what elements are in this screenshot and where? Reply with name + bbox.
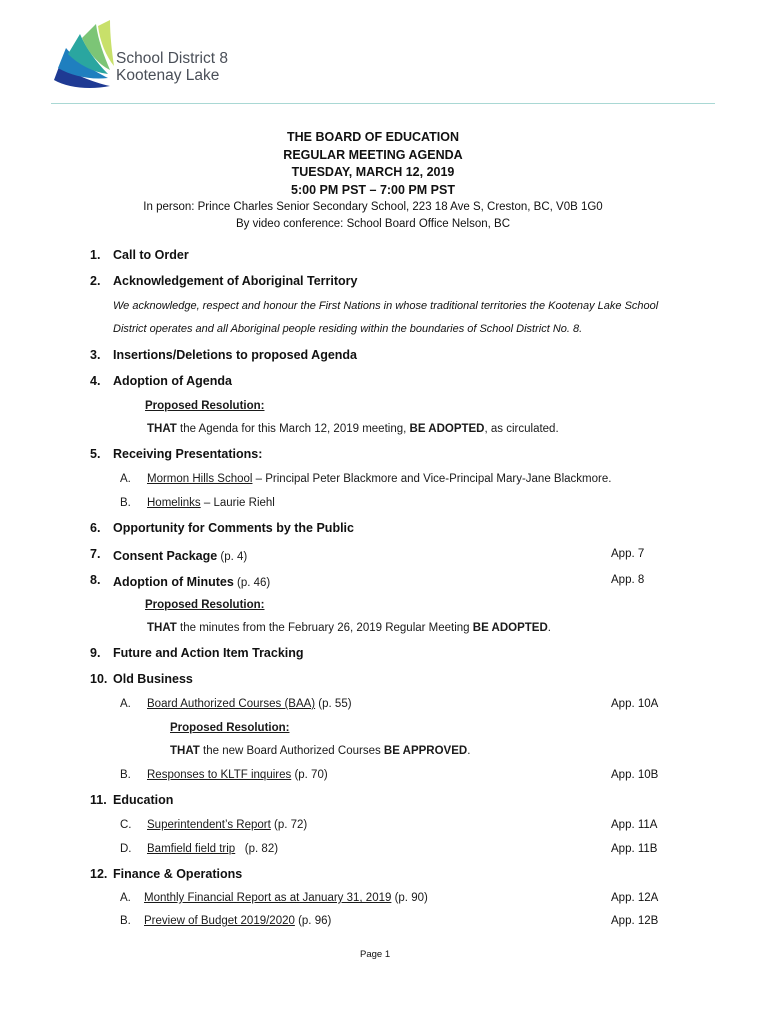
item-page-ref: (p. 90) xyxy=(391,892,428,904)
proposed-resolution-label: Proposed Resolution: xyxy=(145,599,265,611)
item-page-ref: (p. 4) xyxy=(217,551,248,563)
item-number: 4. xyxy=(90,374,101,388)
item-page-ref: (p. 46) xyxy=(233,577,271,589)
header-date: TUESDAY, MARCH 12, 2019 xyxy=(291,165,455,179)
item-number: 2. xyxy=(90,274,101,288)
resolution-verb: BE ADOPTED xyxy=(472,622,548,634)
item-consent-package xyxy=(113,547,247,565)
resolution-body: the new Board Authorized Courses xyxy=(199,745,384,757)
appendix-ref: App. 10A xyxy=(611,698,659,710)
resolution-text xyxy=(147,622,551,634)
presentation-a-detail: – Principal Peter Blackmore and Vice-Principal Mary-Jane Blackmore. xyxy=(252,473,612,485)
item-number: 7. xyxy=(90,547,101,561)
item-adoption-minutes xyxy=(113,573,270,591)
acknowledgement-text-line1: We acknowledge, respect and honour the First Nations in whose traditional territories the Kootenay Lake School xyxy=(113,300,659,312)
superintendent-report-link[interactable]: Superintendent’s Report xyxy=(147,819,271,831)
item-title-adoption-minutes: Adoption of Minutes xyxy=(113,575,234,589)
header-divider xyxy=(51,103,715,104)
item-page-ref: (p. 55) xyxy=(315,698,352,710)
subitem-letter: A. xyxy=(120,698,131,710)
old-business-a xyxy=(147,698,352,710)
item-page-ref: (p. 96) xyxy=(294,915,332,927)
resolution-verb: BE ADOPTED xyxy=(409,423,485,435)
header-meeting-type: REGULAR MEETING AGENDA xyxy=(283,147,463,162)
item-title-finance: Finance & Operations xyxy=(113,867,243,881)
item-number: 8. xyxy=(90,573,101,587)
header-board: THE BOARD OF EDUCATION xyxy=(287,130,459,144)
meeting-header xyxy=(0,129,746,233)
item-number: 5. xyxy=(90,447,101,461)
subitem-letter: D. xyxy=(120,843,132,855)
district-name xyxy=(116,50,228,84)
resolution-verb: BE APPROVED xyxy=(383,745,468,757)
resolution-that: THAT xyxy=(147,622,177,634)
finance-a xyxy=(144,892,428,904)
subitem-letter: A. xyxy=(120,473,131,485)
item-number: 6. xyxy=(90,521,101,535)
item-title-insertions: Insertions/Deletions to proposed Agenda xyxy=(113,348,358,362)
item-title-education: Education xyxy=(113,793,174,807)
bamfield-trip-link[interactable]: Bamfield field trip xyxy=(147,843,236,855)
proposed-resolution-label: Proposed Resolution: xyxy=(170,722,290,734)
monthly-financial-report-link[interactable]: Monthly Financial Report as at January 31, 2019 xyxy=(144,892,392,904)
budget-preview-link[interactable]: Preview of Budget 2019/2020 xyxy=(144,915,295,927)
item-title-future-action: Future and Action Item Tracking xyxy=(113,646,304,660)
item-number: 9. xyxy=(90,646,101,660)
resolution-that: THAT xyxy=(170,745,200,757)
item-page-ref: (p. 70) xyxy=(291,769,328,781)
resolution-body: the Agenda for this March 12, 2019 meeting, xyxy=(176,423,410,435)
appendix-ref: App. 11A xyxy=(611,819,658,831)
resolution-end: , as circulated. xyxy=(484,423,559,435)
subitem-letter: A. xyxy=(120,892,131,904)
item-number: 10. xyxy=(90,672,108,686)
appendix-ref: App. 12A xyxy=(611,892,659,904)
presentation-b-detail: – Laurie Riehl xyxy=(200,497,275,509)
appendix-ref: App. 8 xyxy=(611,574,645,586)
resolution-that: THAT xyxy=(147,423,177,435)
page-number: Page 1 xyxy=(360,949,391,960)
appendix-ref: App. 11B xyxy=(611,843,658,855)
resolution-end: . xyxy=(467,745,471,757)
item-title-adoption-agenda: Adoption of Agenda xyxy=(113,374,232,388)
resolution-body: the minutes from the February 26, 2019 Regular Meeting xyxy=(176,622,473,634)
appendix-ref: App. 7 xyxy=(611,548,645,560)
presentation-a xyxy=(147,473,611,485)
header-video: By video conference: School Board Office Nelson, BC xyxy=(235,218,511,230)
district-name-line1: School District 8 xyxy=(116,50,228,67)
item-title-acknowledgement: Acknowledgement of Aboriginal Territory xyxy=(113,274,358,288)
baa-link[interactable]: Board Authorized Courses (BAA) xyxy=(147,698,316,710)
appendix-ref: App. 12B xyxy=(611,915,659,927)
item-title-public-comments: Opportunity for Comments by the Public xyxy=(113,521,354,535)
resolution-end: . xyxy=(547,622,551,634)
district-name-line2: Kootenay Lake xyxy=(116,67,220,84)
proposed-resolution-label: Proposed Resolution: xyxy=(145,400,265,412)
appendix-ref: App. 10B xyxy=(611,769,659,781)
item-number: 11. xyxy=(90,793,107,807)
item-title-consent-package: Consent Package xyxy=(113,549,218,563)
education-d xyxy=(147,843,278,855)
subitem-letter: B. xyxy=(120,769,131,781)
item-number: 1. xyxy=(90,248,101,262)
presentation-b xyxy=(147,497,275,509)
item-title-call-to-order: Call to Order xyxy=(113,248,189,262)
item-number: 12. xyxy=(90,867,108,881)
header-location: In person: Prince Charles Senior Secondary School, 223 18 Ave S, Creston, BC, V0B 1G0 xyxy=(143,201,603,213)
subitem-letter: C. xyxy=(120,819,132,831)
resolution-text xyxy=(147,423,559,435)
item-number: 3. xyxy=(90,348,101,362)
acknowledgement-text-line2: District operates and all Aboriginal people residing within the boundaries of School District No. 8. xyxy=(113,323,583,335)
subitem-letter: B. xyxy=(120,497,131,509)
education-c xyxy=(147,819,307,831)
old-business-b xyxy=(147,769,328,781)
item-page-ref: (p. 82) xyxy=(235,843,279,855)
homelinks-link[interactable]: Homelinks xyxy=(147,497,201,509)
finance-b xyxy=(144,915,331,927)
resolution-text xyxy=(170,745,470,757)
kltf-responses-link[interactable]: Responses to KLTF inquires xyxy=(147,769,292,781)
header-time: 5:00 PM PST – 7:00 PM PST xyxy=(291,182,455,197)
item-title-old-business: Old Business xyxy=(113,672,193,686)
subitem-letter: B. xyxy=(120,915,131,927)
item-page-ref: (p. 72) xyxy=(270,819,308,831)
item-title-presentations: Receiving Presentations: xyxy=(113,447,263,461)
mormon-hills-link[interactable]: Mormon Hills School xyxy=(147,473,253,485)
